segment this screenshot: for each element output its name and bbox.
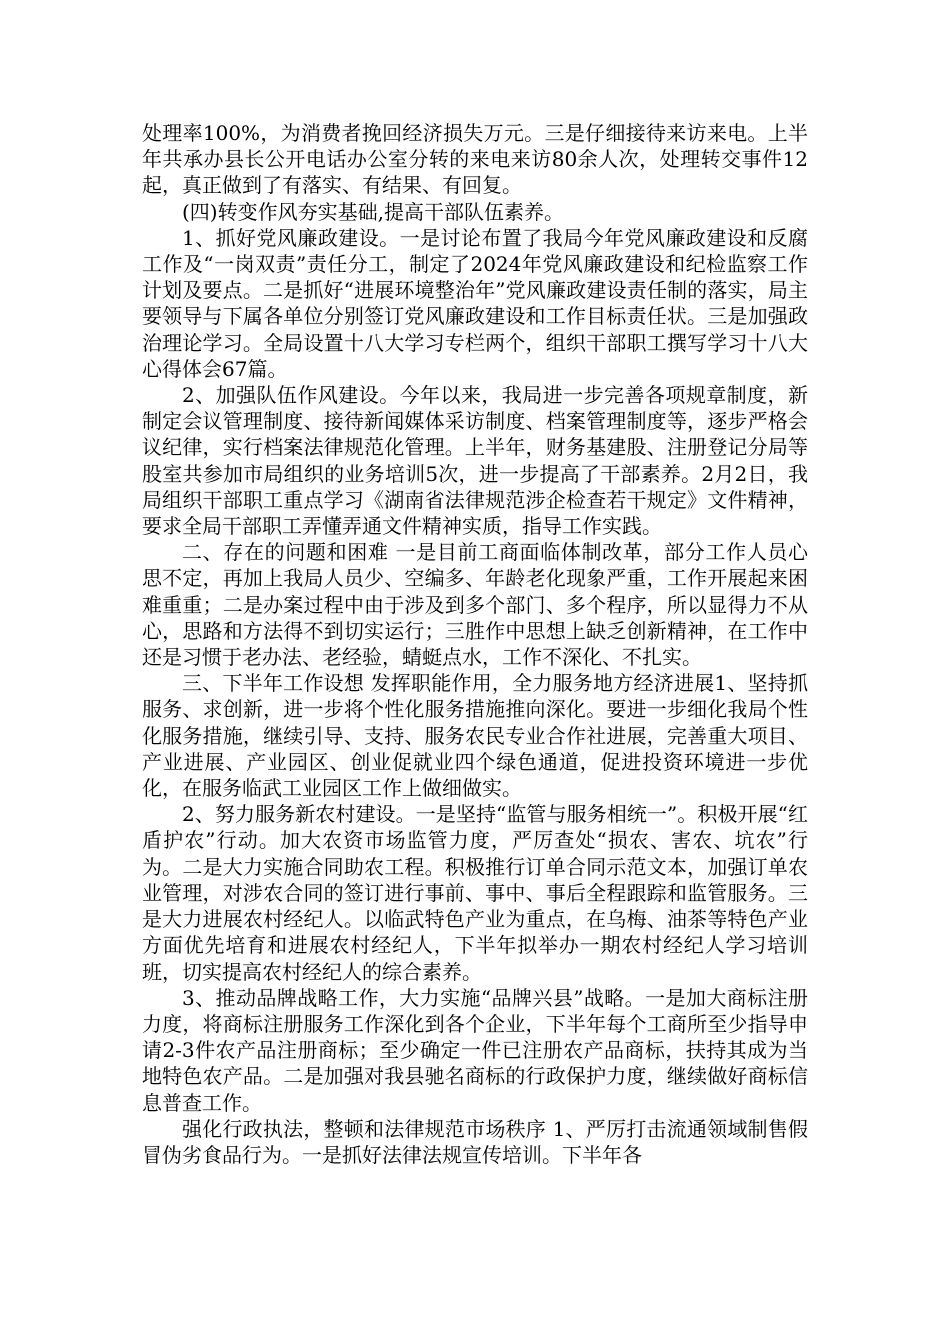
document-body: [142, 120, 808, 1168]
paragraph-section-four-heading: (四)转变作风夯实基础,提高干部队伍素养。: [182, 199, 564, 224]
paragraph-plans: 三、下半年工作设想 发挥职能作用，全力服务地方经济进展1、坚持抓服务、求创新，进一步将个性化服务措施推向深化。要进一步细化我局个性化服务措施，继续引导、支持、服务农民专业合作社进展，完善重大项目、产业进展、产业园区、创业促就业四个绿色通道，促进投资环境进一步优化，在服务临武工业园区工作上做细做实。: [142, 671, 808, 801]
paragraph-party-integrity: 1、抓好党风廉政建设。一是讨论布置了我局今年党风廉政建设和反腐工作及“一岗双责”责任分工，制定了2024年党风廉政建设和纪检监察工作计划及要点。二是抓好“进展环境整治年”党风廉政建设责任制的落实，局主要领导与下属各单位分别签订党风廉政建设和工作目标责任状。三是加强政治理论学习。全局设置十八大学习专栏两个，组织干部职工撰写学习十八大心得体会67篇。: [142, 225, 808, 381]
paragraph-continuation: 处理率100%，为消费者挽回经济损失万元。三是仔细接待来访来电。上半年共承办县长公开电话办公室分转的来电来访80余人次，处理转交事件12起，真正做到了有落实、有结果、有回复。: [142, 121, 808, 198]
paragraph-problems: 二、存在的问题和困难 一是目前工商面临体制改革，部分工作人员心思不定，再加上我局人员少、空编多、年龄老化现象严重，工作开展起来困难重重；二是办案过程中由于涉及到多个部门、多个程序，所以显得力不从心，思路和方法得不到切实运行；三胜作中思想上缺乏创新精神，在工作中还是习惯于老办法、老经验，蜻蜓点水，工作不深化、不扎实。: [142, 540, 808, 670]
paragraph-brand-strategy: 3、推动品牌战略工作，大力实施“品牌兴县”战略。一是加大商标注册力度，将商标注册服务工作深化到各个企业，下半年每个工商所至少指导申请2-3件农产品注册商标；至少确定一件已注册农产品商标，扶持其成为当地特色农产品。二是加强对我县驰名商标的行政保护力度，继续做好商标信息普查工作。: [142, 985, 808, 1115]
paragraph-team-style: 2、加强队伍作风建设。今年以来，我局进一步完善各项规章制度，新制定会议管理制度、接待新闻媒体采访制度、档案管理制度等，逐步严格会议纪律，实行档案法律规范化管理。上半年，财务基建股、注册登记分局等股室共参加市局组织的业务培训5次，进一步提高了干部素养。2月2日，我局组织干部职工重点学习《湖南省法律规范涉企检查若干规定》文件精神，要求全局干部职工弄懂弄通文件精神实质，指导工作实践。: [142, 383, 808, 539]
paragraph-law-enforcement: 强化行政执法，整顿和法律规范市场秩序 1、严厉打击流通领域制售假冒伪劣食品行为。一是抓好法律法规宣传培训。下半年各: [142, 1116, 808, 1167]
paragraph-rural-construction: 2、努力服务新农村建设。一是坚持“监管与服务相统一”。积极开展“红盾护农”行动。加大农资市场监管力度，严厉查处“损农、害农、坑农”行为。二是大力实施合同助农工程。积极推行订单合同示范文本，加强订单农业管理，对涉农合同的签订进行事前、事中、事后全程跟踪和监管服务。三是大力进展农村经纪人。以临武特色产业为重点，在乌梅、油茶等特色产业方面优先培育和进展农村经纪人，下半年拟举办一期农村经纪人学习培训班，切实提高农村经纪人的综合素养。: [142, 802, 808, 984]
